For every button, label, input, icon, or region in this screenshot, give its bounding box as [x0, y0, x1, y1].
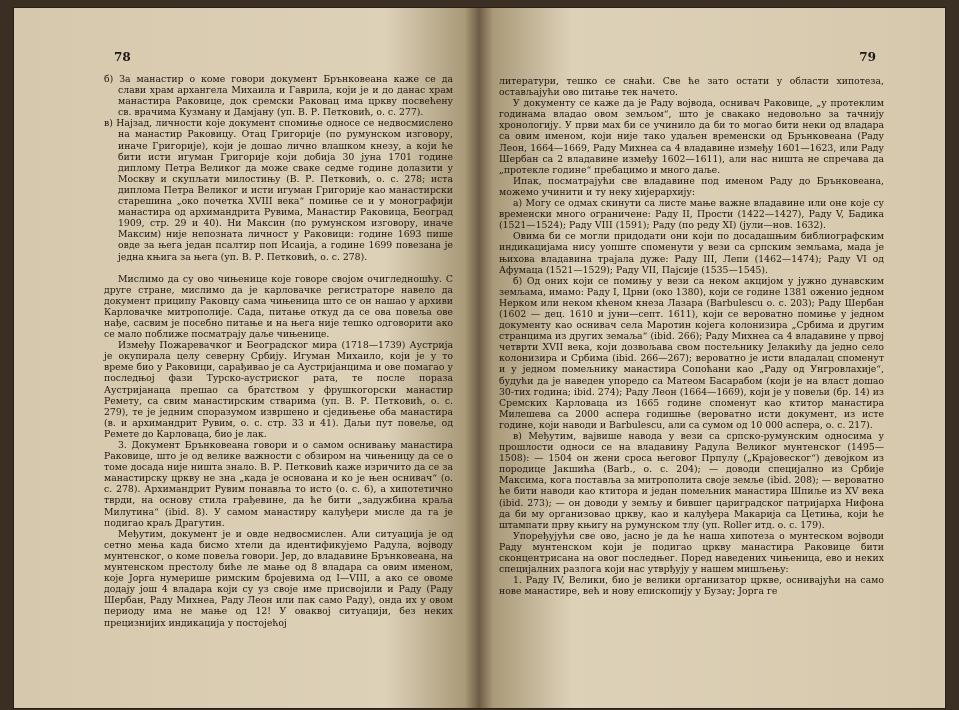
paragraph-item-b: б) Од оних који се помињу у вези са неком акцијом у јужно дунавским земљама, имамо: Раду I, Црни (око 1380), који се године 1381 оженио једном Нерком или неком кћеном кнеза Лазара (Barbulescu о. с. 203); Раду Шербан (1602 — дец. 1610 и јуни—септ. 1611), који се вероватно помиње у једном документу као оснивач села Маротин којега колонизира „Србима и другим странцима из других земаља“ (ibid. 266); Раду Михнеа са 4 владавине у првој четврти XVII века, који дозвољава свом постељнику Јелакићу да једно село колонизира и Србима (ibid. 266—267); вероватно је исти владалац споменут и у једном помељнику манастира Сопоћани као „Раду од Унгровлахије“, будући да је наведен упоредо са Матеом Басарабом (који је на власт дошао 30-тих година; ibid. 274); Раду Леон (1664—1669), који је у повељи (бр. 14) из Сремских Карловаца из 1665 године споменут као ктитор манастира Милешева са 2000 аспера годишње (вероватно исти документ, из исте године, који наводи и Barbulescu, али са сумом од 10 000 аспера, о. с. 217). [499, 275, 884, 431]
paragraph: Између Пожаревачког и Београдског мира (1718—1739) Аустрија је окупирала целу северну Србију. Игуман Михаило, који је у то време био у Раковици, сарађивао је са Аустријанцима и ове помагао у последњој фази Турско-аустриског рата, те после пораза Аустријанаца прешао са братством у фрушкогорски манастир Ремету, са свим манастирским стварима (уп. В. Р. Петковић, о. с. 279), те је једним споразумом извршено и сједињење оба манастира (в. и архимандрит Рувим, о. с. стр. 33 и 41). Даљи пут повеље, од Ремете до Карловаца, био је лак. [104, 340, 453, 440]
paragraph-item-v: в) Најзад, личности које документ спомиње односе се недвосмислено на манастир Раковицу. Отац Григорије (по румунском изговору, иначе Григорије), који је дошао лично влашком кнезу, а који ће бити исти игуман Григорије који добија 30 јуна 1701 године диплому Петра Великог да може сваке седме године долазити у Москву и скупљати милостињу (В. Р. Петковић, о. с. 278; иста диплома Петра Великог и исти игуман Григорије као манастирски старешина „око почетка XVIII века“ помиње се и у монографији манастира од архимандрита Рувима, Манастир Раковица, Београд 1909, стр. 29 и 40). Ни Максин (по румунском изговору, иначе Максим) није непозната личност у Раковици: године 1693 пише овде за њега један псалтир поп Исаија, а године 1699 повезана је једна књига за њега (уп. В. Р. Петковић, о. с. 278). [104, 118, 453, 263]
left-page-text [104, 74, 453, 629]
paragraph: Ипак, посматрајући све владавине под именом Раду до Брънковеана, можемо учинити и ту неку хијерархију: [499, 175, 884, 198]
right-page-text [499, 76, 884, 597]
right-page [479, 8, 944, 708]
page-number-left: 78 [114, 50, 131, 64]
paragraph-item-a: а) Могу се одмах скинути са листе мање важне владавине или оне које су временски много ограничене: Раду II, Прости (1422—1427), Раду V, Бадика (1521—1524); Раду VIII (1591); Раду (по реду XI) (јули—нов. 1632). [499, 198, 884, 232]
paragraph: Мислимо да су ово чињенице које говоре својом очигледношћу. С друге стране, мислимо да је карловачке регистраторе навело да документ приципу Раковцу сама чињеница што се он нашао у архиви Карловачке митрополије. Сада, питање откуд да се ова повеља ове нађе, сасвим је посебно питање и на њега није тешко одговорити ако се мало поближе посматрају даље чињенице. [104, 273, 453, 341]
left-page [14, 8, 479, 708]
paragraph: Упоређујући све ово, јасно је да ће наша хипотеза о мунтеском војводи Раду мунтенском који је подигао цркву манастира Раковице бити сконцентрисана на овог последњег. Поред наведених чињеница, ево и неких специјалних разлога који нас утврђују у нашем мишљењу: [499, 530, 884, 576]
page-number-right: 79 [859, 50, 876, 64]
paragraph: У документу се каже да је Раду војвода, оснивач Раковице, „у протеклим годинама владао овом земљом“, што је свакако недовољно за тачнију хронологију. У први мах би се учинило да би то могао бити неки од владара са овим именом, који није тако удаљен временски од Брънковеана (Раду Леон, 1664—1669, Раду Михнеа са 4 владавине између 1601—1623, или Раду Шербан са 2 владавине између 1602—1611), али нас ништа не спречава да „протекле године“ пребацимо и много даље. [499, 98, 884, 176]
book-spread [14, 8, 945, 708]
paragraph-continued: литератури, тешко се снаћи. Све ће зато остати у области хипотеза, остављајући ово питање тек начето. [499, 76, 884, 99]
paragraph: Међутим, документ је и овде недвосмислен. Али ситуација је од сетно мења када бисмо хтели да идентификујемо Радула, војводу мунтенског, о коме повеља говори. Јер, до владавине Брънковеана, на мунтенском престолу биће ле мање од 8 владара са овим именом, које Јорга нумерише римским бројевима од I—VIII, а ако се овоме додају још 4 владара који су уз своје име присвојили и Раду (Раду Шербан, Раду Михнеа, Раду Леон или пак само Раду), онда их у овом периоду има не мање од 12! У оваквој ситуацији, без неких прецизнијих индикација у постојећој [104, 528, 453, 629]
paragraph-item-b: б) За манастир о коме говори документ Брънковеана каже се да слави храм архангела Михаила и Гаврила, који је и до данас храм манастира Раковице, док сремски Раковац има цркву посвећену св. врачима Кузману и Дамјану (уп. В. Р. Петковић, о. с. 277). [104, 74, 453, 119]
paragraph-item-1: 1. Раду IV, Велики, био је велики организатор цркве, оснивајући на само нове манастире, већ и нову епископију у Бузау; Јорга ге [499, 575, 884, 598]
paragraph: Овима би се могли придодати они који по досадашњим библиографским индикацијама нису уопште споменути у вези са српским земљама, мада је њихова владавина трајала дуже: Раду III, Лепи (1462—1474); Раду VI од Афумаца (1521—1529); Раду VII, Пајсије (1535—1545). [499, 231, 884, 276]
paragraph-section-3: 3. Документ Брънковеана говори и о самом оснивању манастира Раковице, што је од велике важности с обзиром на чињеницу да се о томе досада није ништа знало. В. Р. Петковић каже изричито да се за манастирску цркву не зна „када је основана и ко је њен оснивач“ (о. с. 278). Архимандрит Рувим понавља то исто (о. с. 6), а хипотетично тврди, на основу стила грађевине, да ће бити „задужбина краља Милутина“ (ibid. 8). У самом манастиру калуђери мисле да га је подигао краљ Драгутин. [104, 440, 453, 529]
paragraph-item-v: в) Међутим, вајвише навода у вези са српско-румунским односима у прошлости односи се на владавину Радула Великог мунтенског (1495—1508): — 1504 он жени сроса његовог Прпулу („Крајовеског“) девојком из породице Јакшића (Barb., о. с. 204); — доводи специјално из Србије Максима, кога поставља за митрополита своје земље (ibid. 208); — вероватно ће бити наводи као ктитора и један помељник манастира Шпиље из XV века (ibid. 273); — он доводи у земљу и бившег цариградског патријарха Нифона да би му организовао цркву, као и калуђера Макарија са Цетиња, који ће штампати прву књигу на румунском тлу (уп. Roller итд. о. с. 179). [499, 431, 884, 531]
